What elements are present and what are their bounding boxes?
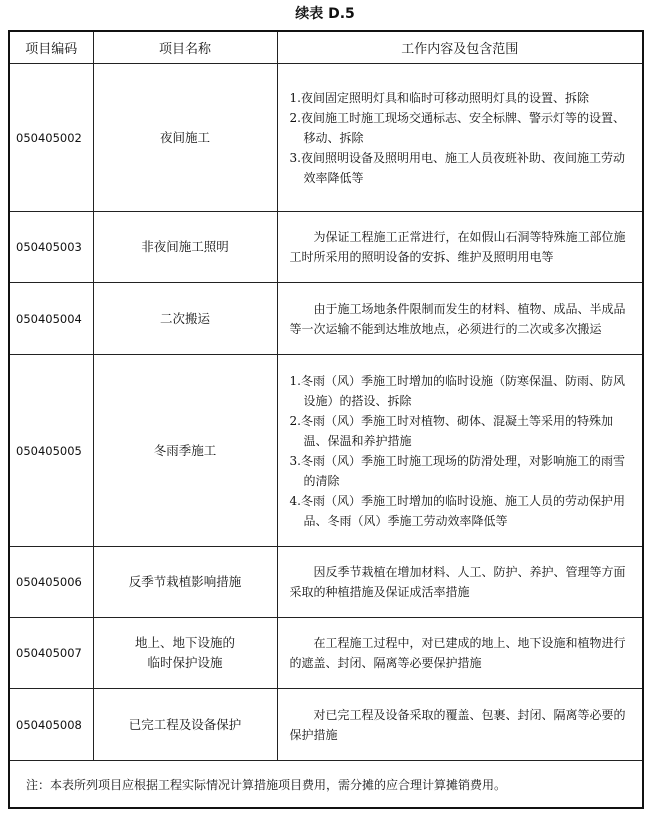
table-note: 注：本表所列项目应根据工程实际情况计算措施项目费用，需分摊的应合理计算摊销费用。	[9, 761, 643, 809]
table-row	[9, 212, 643, 283]
scope-text: 因反季节栽植在增加材料、人工、防护、养护、管理等方面采取的种植措施及保证成活率措施	[289, 565, 626, 599]
measures-table	[8, 30, 644, 809]
table-row	[9, 689, 643, 761]
item-name	[93, 618, 277, 689]
scope-item: 4.冬雨（风）季施工时增加的临时设施、施工人员的劳动保护用品、冬雨（风）季施工劳动效率降低等	[289, 493, 625, 528]
item-code: 050405002	[9, 64, 93, 212]
header-scope: 工作内容及包含范围	[277, 31, 643, 64]
item-scope	[277, 355, 643, 547]
table-row	[9, 64, 643, 212]
item-name: 冬雨季施工	[93, 355, 277, 547]
item-name: 二次搬运	[93, 283, 277, 355]
scope-text: 对已完工程及设备采取的覆盖、包裹、封闭、隔离等必要的保护措施	[289, 707, 626, 742]
header-code: 项目编码	[9, 31, 93, 64]
item-code: 050405005	[9, 355, 93, 547]
item-name: 已完工程及设备保护	[93, 689, 277, 761]
table-row	[9, 355, 643, 547]
item-name: 非夜间施工照明	[93, 212, 277, 283]
table-row	[9, 618, 643, 689]
item-scope	[277, 283, 643, 355]
table-caption: 续表 D.5	[295, 6, 355, 22]
item-code: 050405008	[9, 689, 93, 761]
item-scope	[277, 64, 643, 212]
item-scope	[277, 618, 643, 689]
item-code: 050405007	[9, 618, 93, 689]
item-scope	[277, 689, 643, 761]
scope-item: 2.冬雨（风）季施工时对植物、砌体、混凝土等采用的特殊加温、保温和养护措施	[289, 413, 613, 448]
header-name: 项目名称	[93, 31, 277, 64]
item-scope	[277, 547, 643, 618]
scope-item: 2.夜间施工时施工现场交通标志、安全标牌、警示灯等的设置、移动、拆除	[289, 110, 625, 145]
header-row	[9, 31, 643, 64]
scope-item: 3.夜间照明设备及照明用电、施工人员夜班补助、夜间施工劳动效率降低等	[289, 150, 625, 185]
scope-item: 1.夜间固定照明灯具和临时可移动照明灯具的设置、拆除	[289, 90, 589, 105]
scope-text: 由于施工场地条件限制而发生的材料、植物、成品、半成品等一次运输不能到达堆放地点，必须进行的二次或多次搬运	[289, 301, 626, 336]
item-code: 050405006	[9, 547, 93, 618]
item-name: 夜间施工	[93, 64, 277, 212]
item-scope	[277, 212, 643, 283]
scope-item: 1.冬雨（风）季施工时增加的临时设施（防寒保温、防雨、防风设施）的搭设、拆除	[289, 373, 625, 408]
table-row	[9, 547, 643, 618]
item-name-line: 临时保护设施	[147, 655, 223, 670]
item-code: 050405004	[9, 283, 93, 355]
table-row	[9, 283, 643, 355]
item-name-line: 地上、地下设施的	[134, 635, 235, 650]
item-code: 050405003	[9, 212, 93, 283]
item-name: 反季节栽植影响措施	[93, 547, 277, 618]
scope-text: 为保证工程施工正常进行，在如假山石洞等特殊施工部位施工时所采用的照明设备的安拆、维护及照明用电等	[289, 230, 626, 264]
note-row	[9, 761, 643, 809]
scope-text: 在工程施工过程中，对已建成的地上、地下设施和植物进行的遮盖、封闭、隔离等必要保护措施	[289, 636, 626, 670]
scope-item: 3.冬雨（风）季施工时施工现场的防滑处理，对影响施工的雨雪的清除	[289, 453, 625, 488]
